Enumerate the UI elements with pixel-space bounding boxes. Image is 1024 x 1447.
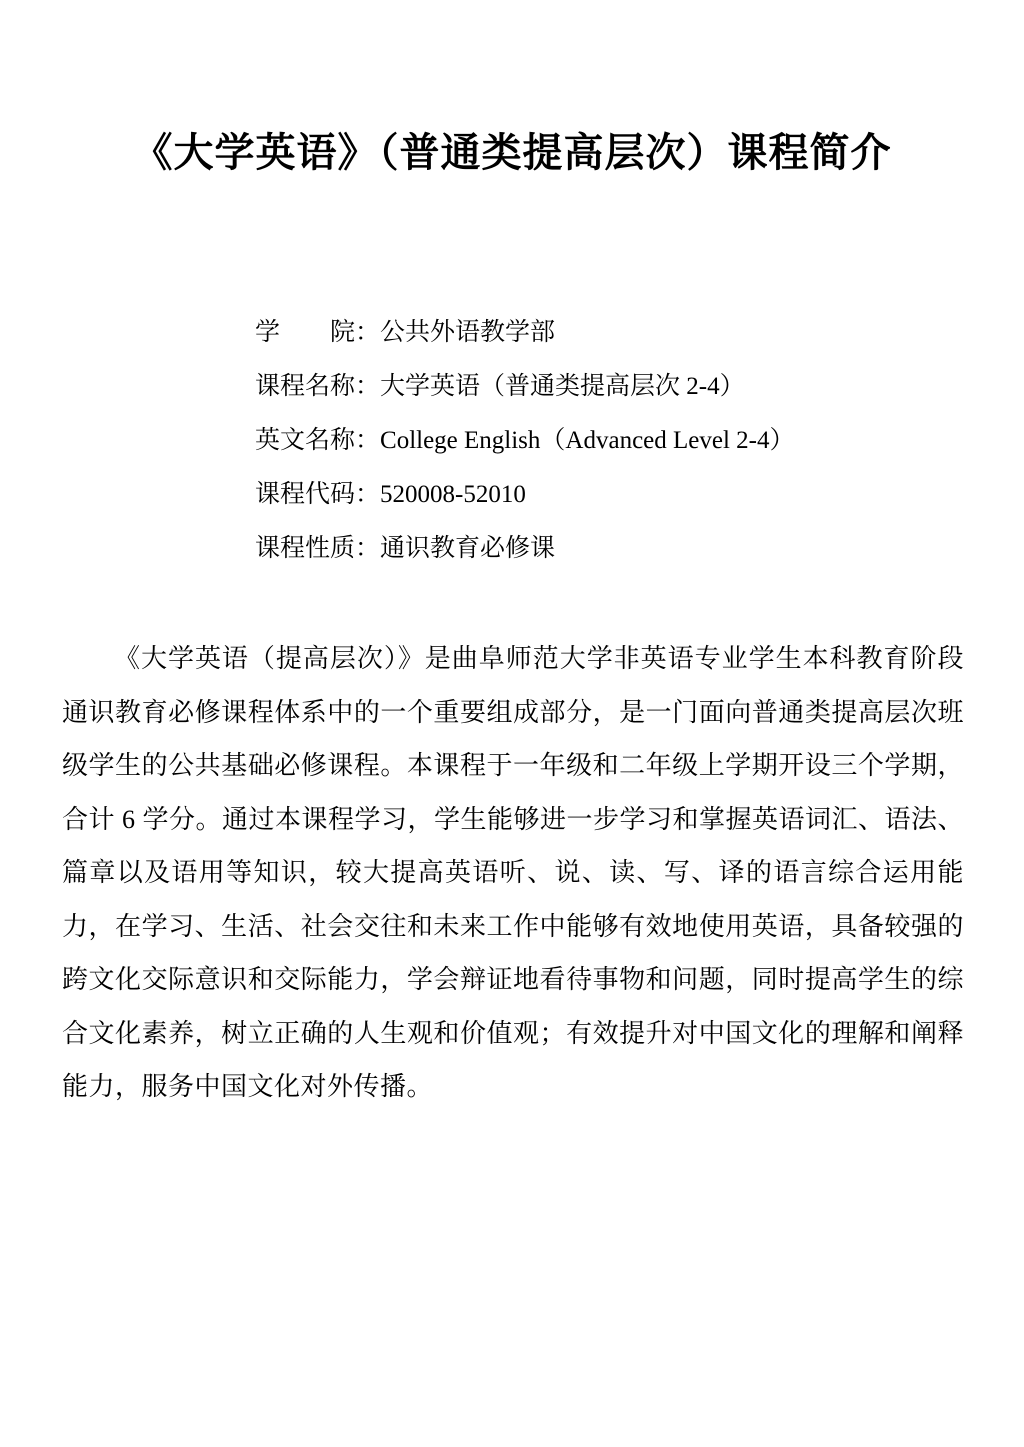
info-row-english-name	[255, 414, 964, 468]
info-label-course-type: 课程性质：	[255, 535, 381, 562]
info-label-english-name: 英文名称：	[255, 427, 381, 454]
course-info-list	[255, 306, 964, 576]
info-row-course-name	[255, 360, 964, 414]
info-row-course-code	[255, 468, 964, 522]
info-label-course-code: 课程代码：	[255, 481, 381, 508]
info-value-course-name: 大学英语（普通类提高层次 2-4）	[380, 373, 745, 400]
info-value-college: 公共外语教学部	[380, 319, 556, 346]
info-value-english-name: College English（Advanced Level 2-4）	[380, 427, 795, 454]
info-value-course-code: 520008-52010	[380, 481, 526, 508]
info-row-college	[255, 306, 964, 360]
info-label-college: 学 院：	[255, 319, 381, 346]
info-label-course-name: 课程名称：	[255, 373, 381, 400]
page-title: 《大学英语》（普通类提高层次）课程简介	[132, 131, 892, 175]
info-value-course-type: 通识教育必修课	[380, 535, 556, 562]
course-description-paragraph: 《大学英语（提高层次）》是曲阜师范大学非英语专业学生本科教育阶段通识教育必修课程体系中的一个重要组成部分，是一门面向普通类提高层次班级学生的公共基础必修课程。本课程于一年级和二年级上学期开设三个学期，合计 6 学分。通过本课程学习，学生能够进一步学习和掌握英语词汇、语法、篇章以及语用等知识，较大提高英语听、说、读、写、译的语言综合运用能力，在学习、生活、社会交往和未来工作中能够有效地使用英语，具备较强的跨文化交际意识和交际能力，学会辩证地看待事物和问题，同时提高学生的综合文化素养，树立正确的人生观和价值观；有效提升对中国文化的理解和阐释能力，服务中国文化对外传播。	[62, 644, 965, 1101]
info-row-course-type	[255, 522, 964, 576]
